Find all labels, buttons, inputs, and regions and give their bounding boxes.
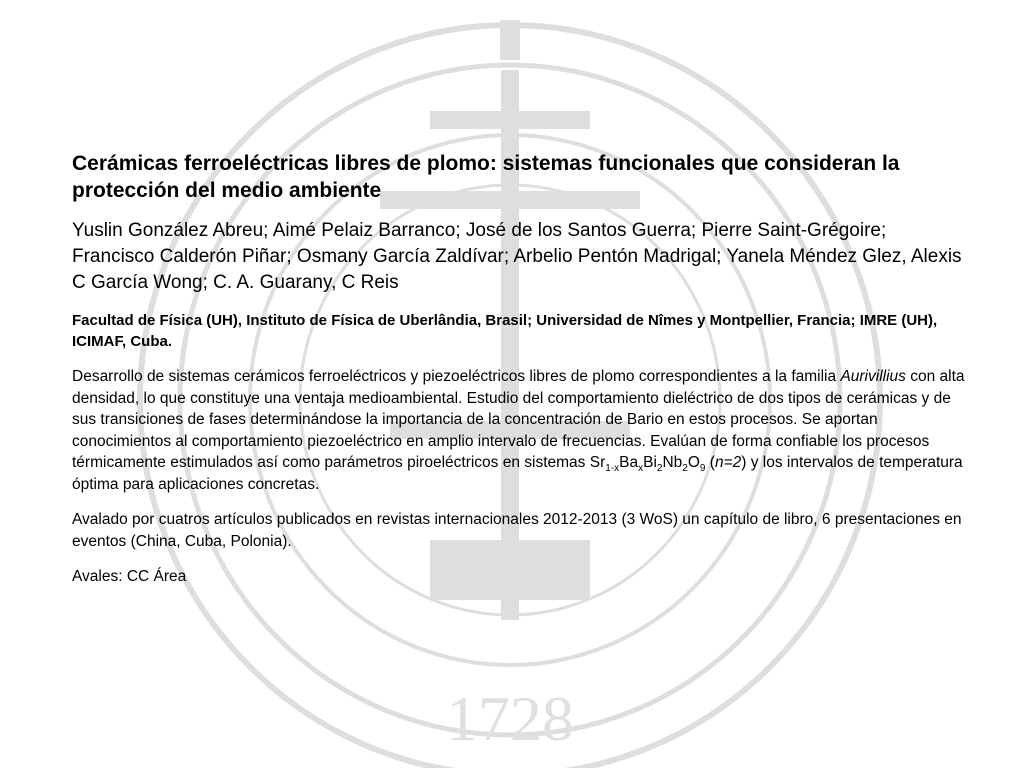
abstract-paragraph: Desarrollo de sistemas cerámicos ferroeléctricos y piezoeléctricos libres de plomo correspondientes a la familia Aurivillius con alta densidad, lo que constituye una ventaja medioambiental. Estudio del comportamiento dieléctrico de dos tipos de cerámicas y de sus transiciones de fases determinándose la importancia de la concentración de Bario en estos procesos. Se aportan conocimientos al comportamiento piezoeléctrico en amplio intervalo de frecuencias. Evalúan de forma confiable los procesos térmicamente estimulados así como parámetros piroeléctricos en sistemas $Sr_{1-x}Ba_xBi_2Nb_2O_9$ (n=2) y los intervalos de temperatura óptima para aplicaciones concretas. xyxy=(72,368,965,493)
affiliations: Facultad de Física (UH), Instituto de Física de Uberlândia, Brasil; Universidad de Nîmes y Montpellier, Francia; IMRE (UH), ICIMAF, Cuba. xyxy=(72,312,938,350)
chemical-formula: $Sr_{1-x}Ba_xBi_2Nb_2O_9$ xyxy=(589,454,706,475)
authors-list: Yuslin González Abreu; Aimé Pelaiz Barranco; José de los Santos Guerra; Pierre Saint-Grégoire; Francisco Calderón Piñar; Osmany García Zaldívar; Arbelio Pentón Madrigal; Yanela Méndez Glez, Alexis C García Wong; C. A. Guarany, C Reis xyxy=(72,220,962,293)
support-statement: Avalado por cuatros artículos publicados en revistas internacionales 2012-2013 (3 WoS) un capítulo de libro, 6 presentaciones en eventos (China, Cuba, Polonia). xyxy=(72,511,962,550)
n-equation: n=2 xyxy=(714,454,742,471)
seal-year: 1728 xyxy=(446,683,574,754)
document-body xyxy=(72,150,972,588)
document-title: Cerámicas ferroeléctricas libres de plomo: sistemas funcionales que consideran la protección del medio ambiente xyxy=(72,152,900,202)
aurivillius-term: Aurivillius xyxy=(840,368,906,385)
endorsements: Avales: CC Área xyxy=(72,568,187,585)
